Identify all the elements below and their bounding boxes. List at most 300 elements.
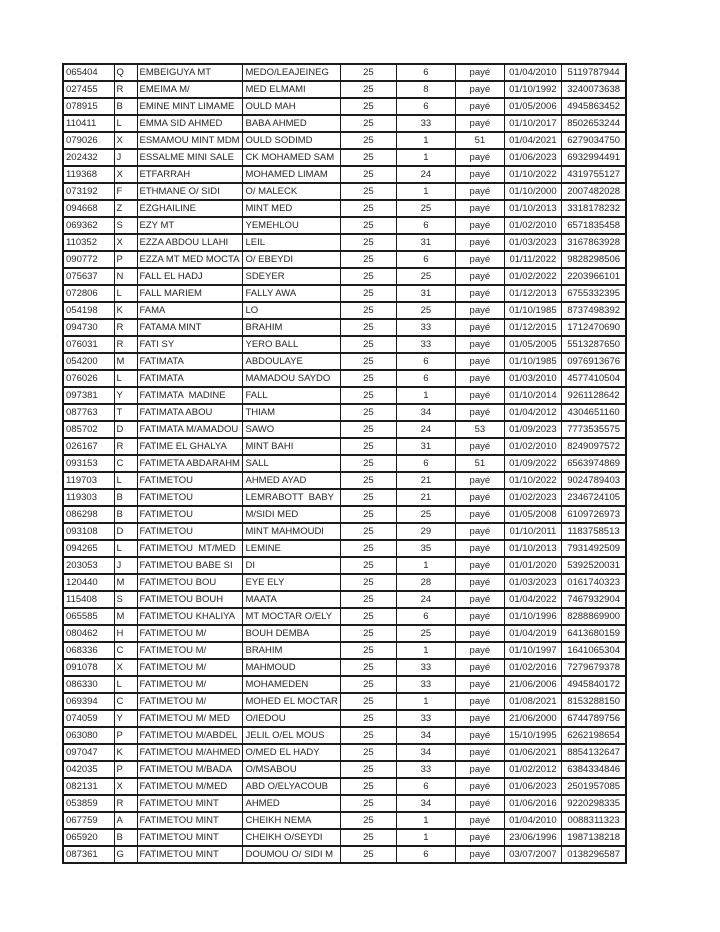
phone-cell: 4319755127 bbox=[561, 166, 626, 183]
date-cell: 01/04/2010 bbox=[504, 812, 561, 829]
name2-cell: AHMED AYAD bbox=[243, 472, 340, 489]
date-cell: 01/10/2022 bbox=[504, 472, 561, 489]
name2-cell: LEMRABOTT BABY bbox=[243, 489, 340, 506]
table-row bbox=[63, 778, 626, 795]
amount-cell: 25 bbox=[340, 387, 396, 404]
count-cell: 34 bbox=[396, 744, 455, 761]
count-cell: 33 bbox=[396, 761, 455, 778]
count-cell: 6 bbox=[396, 370, 455, 387]
status-cell: payé bbox=[455, 489, 504, 506]
code-cell: P bbox=[114, 761, 137, 778]
id-cell: 074059 bbox=[63, 710, 114, 727]
status-cell: payé bbox=[455, 183, 504, 200]
name1-cell: FATIMETOU M/BADA bbox=[137, 761, 243, 778]
count-cell: 33 bbox=[396, 336, 455, 353]
date-cell: 01/10/1996 bbox=[504, 608, 561, 625]
amount-cell: 25 bbox=[340, 251, 396, 268]
count-cell: 29 bbox=[396, 523, 455, 540]
code-cell: F bbox=[114, 183, 137, 200]
count-cell: 25 bbox=[396, 625, 455, 642]
phone-cell: 8737498392 bbox=[561, 302, 626, 319]
code-cell: D bbox=[114, 523, 137, 540]
date-cell: 01/10/1985 bbox=[504, 302, 561, 319]
count-cell: 33 bbox=[396, 676, 455, 693]
code-cell: X bbox=[114, 132, 137, 149]
date-cell: 01/04/2021 bbox=[504, 132, 561, 149]
id-cell: 086298 bbox=[63, 506, 114, 523]
table-row bbox=[63, 676, 626, 693]
table-row bbox=[63, 115, 626, 132]
table-row bbox=[63, 217, 626, 234]
count-cell: 33 bbox=[396, 659, 455, 676]
name1-cell: FATIMETOU M/ bbox=[137, 676, 243, 693]
status-cell: payé bbox=[455, 319, 504, 336]
amount-cell: 25 bbox=[340, 557, 396, 574]
status-cell: payé bbox=[455, 285, 504, 302]
amount-cell: 25 bbox=[340, 676, 396, 693]
name1-cell: FATIMETOU bbox=[137, 506, 243, 523]
phone-cell: 5513287650 bbox=[561, 336, 626, 353]
code-cell: B bbox=[114, 98, 137, 115]
count-cell: 21 bbox=[396, 472, 455, 489]
date-cell: 01/10/2000 bbox=[504, 183, 561, 200]
amount-cell: 25 bbox=[340, 778, 396, 795]
count-cell: 6 bbox=[396, 353, 455, 370]
id-cell: 087361 bbox=[63, 846, 114, 863]
table-row bbox=[63, 64, 626, 81]
id-cell: 110352 bbox=[63, 234, 114, 251]
name2-cell: LO bbox=[243, 302, 340, 319]
id-cell: 203053 bbox=[63, 557, 114, 574]
phone-cell: 0088311323 bbox=[561, 812, 626, 829]
status-cell: payé bbox=[455, 540, 504, 557]
date-cell: 01/02/2022 bbox=[504, 268, 561, 285]
date-cell: 01/10/2011 bbox=[504, 523, 561, 540]
status-cell: payé bbox=[455, 234, 504, 251]
phone-cell: 9261128642 bbox=[561, 387, 626, 404]
code-cell: R bbox=[114, 795, 137, 812]
code-cell: M bbox=[114, 608, 137, 625]
count-cell: 6 bbox=[396, 778, 455, 795]
amount-cell: 25 bbox=[340, 795, 396, 812]
name2-cell: SALL bbox=[243, 455, 340, 472]
date-cell: 01/10/2013 bbox=[504, 200, 561, 217]
name1-cell: EMINE MINT LIMAME bbox=[137, 98, 243, 115]
table-row bbox=[63, 336, 626, 353]
table-row bbox=[63, 693, 626, 710]
code-cell: P bbox=[114, 251, 137, 268]
name1-cell: FATIMETOU M/AHMED bbox=[137, 744, 243, 761]
table-row bbox=[63, 744, 626, 761]
name1-cell: FATIMETOU MINT bbox=[137, 846, 243, 863]
status-cell: payé bbox=[455, 693, 504, 710]
id-cell: 075637 bbox=[63, 268, 114, 285]
name2-cell: M/SIDI MED bbox=[243, 506, 340, 523]
phone-cell: 3240073638 bbox=[561, 81, 626, 98]
code-cell: L bbox=[114, 370, 137, 387]
table-row bbox=[63, 234, 626, 251]
date-cell: 21/06/2000 bbox=[504, 710, 561, 727]
phone-cell: 0161740323 bbox=[561, 574, 626, 591]
phone-cell: 6744789756 bbox=[561, 710, 626, 727]
count-cell: 31 bbox=[396, 438, 455, 455]
phone-cell: 7773535575 bbox=[561, 421, 626, 438]
code-cell: X bbox=[114, 659, 137, 676]
date-cell: 01/03/2023 bbox=[504, 574, 561, 591]
phone-cell: 8249097572 bbox=[561, 438, 626, 455]
table-row bbox=[63, 98, 626, 115]
id-cell: 042035 bbox=[63, 761, 114, 778]
name1-cell: FATIMATA bbox=[137, 353, 243, 370]
name1-cell: FATIME EL GHALYA bbox=[137, 438, 243, 455]
id-cell: 094265 bbox=[63, 540, 114, 557]
id-cell: 079026 bbox=[63, 132, 114, 149]
status-cell: payé bbox=[455, 302, 504, 319]
name1-cell: FATIMETOU M/MED bbox=[137, 778, 243, 795]
name1-cell: EMEIMA M/ bbox=[137, 81, 243, 98]
status-cell: payé bbox=[455, 81, 504, 98]
count-cell: 21 bbox=[396, 489, 455, 506]
count-cell: 1 bbox=[396, 642, 455, 659]
table-row bbox=[63, 523, 626, 540]
name1-cell: FATIMETOU BOUH bbox=[137, 591, 243, 608]
code-cell: B bbox=[114, 829, 137, 846]
id-cell: 120440 bbox=[63, 574, 114, 591]
date-cell: 01/05/2005 bbox=[504, 336, 561, 353]
table-row bbox=[63, 591, 626, 608]
name2-cell: MOHAMED LIMAM bbox=[243, 166, 340, 183]
date-cell: 01/02/2010 bbox=[504, 438, 561, 455]
name1-cell: FATIMETOU MINT bbox=[137, 829, 243, 846]
name2-cell: YERO BALL bbox=[243, 336, 340, 353]
count-cell: 1 bbox=[396, 693, 455, 710]
id-cell: 091078 bbox=[63, 659, 114, 676]
phone-cell: 7931492509 bbox=[561, 540, 626, 557]
amount-cell: 25 bbox=[340, 370, 396, 387]
count-cell: 25 bbox=[396, 268, 455, 285]
table-row bbox=[63, 302, 626, 319]
date-cell: 01/11/2022 bbox=[504, 251, 561, 268]
phone-cell: 1987138218 bbox=[561, 829, 626, 846]
phone-cell: 1183758513 bbox=[561, 523, 626, 540]
phone-cell: 2501957085 bbox=[561, 778, 626, 795]
code-cell: J bbox=[114, 557, 137, 574]
name2-cell: OULD MAH bbox=[243, 98, 340, 115]
count-cell: 6 bbox=[396, 98, 455, 115]
code-cell: L bbox=[114, 676, 137, 693]
name1-cell: FATIMETOU MINT bbox=[137, 812, 243, 829]
status-cell: payé bbox=[455, 812, 504, 829]
count-cell: 1 bbox=[396, 183, 455, 200]
date-cell: 01/12/2013 bbox=[504, 285, 561, 302]
name2-cell: EYE ELY bbox=[243, 574, 340, 591]
name2-cell: AHMED bbox=[243, 795, 340, 812]
status-cell: payé bbox=[455, 115, 504, 132]
phone-cell: 4945840172 bbox=[561, 676, 626, 693]
phone-cell: 3318178232 bbox=[561, 200, 626, 217]
table-row bbox=[63, 710, 626, 727]
name2-cell: O/ EBEYDI bbox=[243, 251, 340, 268]
name2-cell: CK MOHAMED SAM bbox=[243, 149, 340, 166]
code-cell: P bbox=[114, 727, 137, 744]
status-cell: payé bbox=[455, 591, 504, 608]
id-cell: 094668 bbox=[63, 200, 114, 217]
status-cell: 51 bbox=[455, 132, 504, 149]
code-cell: B bbox=[114, 489, 137, 506]
name2-cell: CHEIKH O/SEYDI bbox=[243, 829, 340, 846]
name1-cell: FATIMETA ABDARAHM bbox=[137, 455, 243, 472]
name2-cell: YEMEHLOU bbox=[243, 217, 340, 234]
amount-cell: 25 bbox=[340, 710, 396, 727]
table-row bbox=[63, 761, 626, 778]
table-row bbox=[63, 166, 626, 183]
id-cell: 080462 bbox=[63, 625, 114, 642]
id-cell: 078915 bbox=[63, 98, 114, 115]
phone-cell: 7467932904 bbox=[561, 591, 626, 608]
name2-cell: OULD SODIMD bbox=[243, 132, 340, 149]
count-cell: 33 bbox=[396, 319, 455, 336]
status-cell: payé bbox=[455, 761, 504, 778]
count-cell: 1 bbox=[396, 557, 455, 574]
id-cell: 086330 bbox=[63, 676, 114, 693]
status-cell: payé bbox=[455, 710, 504, 727]
id-cell: 119303 bbox=[63, 489, 114, 506]
table-body bbox=[63, 64, 626, 863]
table-row bbox=[63, 557, 626, 574]
name2-cell: LEIL bbox=[243, 234, 340, 251]
amount-cell: 25 bbox=[340, 166, 396, 183]
phone-cell: 4304651160 bbox=[561, 404, 626, 421]
phone-cell: 5392520031 bbox=[561, 557, 626, 574]
status-cell: payé bbox=[455, 217, 504, 234]
code-cell: G bbox=[114, 846, 137, 863]
name2-cell: MEDO/LEAJEINEG bbox=[243, 64, 340, 81]
phone-cell: 9828298506 bbox=[561, 251, 626, 268]
id-cell: 119368 bbox=[63, 166, 114, 183]
name2-cell: DI bbox=[243, 557, 340, 574]
phone-cell: 0138296587 bbox=[561, 846, 626, 863]
name2-cell: MT MOCTAR O/ELY bbox=[243, 608, 340, 625]
name2-cell: LEMINE bbox=[243, 540, 340, 557]
name1-cell: EZZA MT MED MOCTA bbox=[137, 251, 243, 268]
table-row bbox=[63, 829, 626, 846]
status-cell: payé bbox=[455, 727, 504, 744]
amount-cell: 25 bbox=[340, 404, 396, 421]
amount-cell: 25 bbox=[340, 149, 396, 166]
code-cell: L bbox=[114, 472, 137, 489]
date-cell: 01/12/2015 bbox=[504, 319, 561, 336]
table-row bbox=[63, 370, 626, 387]
name2-cell: SDEYER bbox=[243, 268, 340, 285]
date-cell: 03/07/2007 bbox=[504, 846, 561, 863]
phone-cell: 9024789403 bbox=[561, 472, 626, 489]
id-cell: 093153 bbox=[63, 455, 114, 472]
table-row bbox=[63, 438, 626, 455]
name2-cell: ABD O/ELYACOUB bbox=[243, 778, 340, 795]
phone-cell: 6279034750 bbox=[561, 132, 626, 149]
name1-cell: FALL MARIEM bbox=[137, 285, 243, 302]
name2-cell: FALL bbox=[243, 387, 340, 404]
id-cell: 027455 bbox=[63, 81, 114, 98]
phone-cell: 6262198654 bbox=[561, 727, 626, 744]
date-cell: 01/05/2008 bbox=[504, 506, 561, 523]
amount-cell: 25 bbox=[340, 132, 396, 149]
code-cell: S bbox=[114, 217, 137, 234]
amount-cell: 25 bbox=[340, 183, 396, 200]
phone-cell: 0976913676 bbox=[561, 353, 626, 370]
table-row bbox=[63, 608, 626, 625]
name1-cell: FATIMATA bbox=[137, 370, 243, 387]
code-cell: X bbox=[114, 778, 137, 795]
id-cell: 087763 bbox=[63, 404, 114, 421]
date-cell: 01/02/2016 bbox=[504, 659, 561, 676]
status-cell: payé bbox=[455, 438, 504, 455]
amount-cell: 25 bbox=[340, 81, 396, 98]
phone-cell: 4577410504 bbox=[561, 370, 626, 387]
phone-cell: 1641065304 bbox=[561, 642, 626, 659]
name1-cell: FATIMETOU M/ bbox=[137, 693, 243, 710]
name1-cell: EMBEIGUYA MT bbox=[137, 64, 243, 81]
phone-cell: 6563974869 bbox=[561, 455, 626, 472]
status-cell: payé bbox=[455, 353, 504, 370]
name2-cell: O/MSABOU bbox=[243, 761, 340, 778]
code-cell: A bbox=[114, 812, 137, 829]
name2-cell: MOHED EL MOCTAR bbox=[243, 693, 340, 710]
code-cell: R bbox=[114, 336, 137, 353]
amount-cell: 25 bbox=[340, 421, 396, 438]
date-cell: 01/10/2014 bbox=[504, 387, 561, 404]
table-row bbox=[63, 846, 626, 863]
count-cell: 1 bbox=[396, 829, 455, 846]
date-cell: 01/02/2023 bbox=[504, 489, 561, 506]
status-cell: payé bbox=[455, 336, 504, 353]
status-cell: 51 bbox=[455, 455, 504, 472]
amount-cell: 25 bbox=[340, 98, 396, 115]
status-cell: payé bbox=[455, 625, 504, 642]
status-cell: payé bbox=[455, 387, 504, 404]
table-row bbox=[63, 625, 626, 642]
status-cell: payé bbox=[455, 166, 504, 183]
amount-cell: 25 bbox=[340, 285, 396, 302]
status-cell: payé bbox=[455, 98, 504, 115]
count-cell: 6 bbox=[396, 846, 455, 863]
amount-cell: 25 bbox=[340, 625, 396, 642]
id-cell: 085702 bbox=[63, 421, 114, 438]
date-cell: 01/09/2023 bbox=[504, 421, 561, 438]
count-cell: 28 bbox=[396, 574, 455, 591]
code-cell: K bbox=[114, 744, 137, 761]
table-row bbox=[63, 404, 626, 421]
status-cell: payé bbox=[455, 574, 504, 591]
status-cell: payé bbox=[455, 268, 504, 285]
code-cell: D bbox=[114, 421, 137, 438]
code-cell: N bbox=[114, 268, 137, 285]
status-cell: payé bbox=[455, 795, 504, 812]
code-cell: X bbox=[114, 166, 137, 183]
count-cell: 34 bbox=[396, 795, 455, 812]
date-cell: 21/06/2006 bbox=[504, 676, 561, 693]
count-cell: 34 bbox=[396, 727, 455, 744]
name1-cell: FATIMETOU bbox=[137, 472, 243, 489]
date-cell: 01/04/2010 bbox=[504, 64, 561, 81]
count-cell: 33 bbox=[396, 115, 455, 132]
status-cell: payé bbox=[455, 472, 504, 489]
amount-cell: 25 bbox=[340, 540, 396, 557]
id-cell: 076031 bbox=[63, 336, 114, 353]
status-cell: payé bbox=[455, 370, 504, 387]
name1-cell: FATAMA MINT bbox=[137, 319, 243, 336]
id-cell: 110411 bbox=[63, 115, 114, 132]
name1-cell: FATIMETOU MT/MED bbox=[137, 540, 243, 557]
count-cell: 6 bbox=[396, 217, 455, 234]
code-cell: R bbox=[114, 319, 137, 336]
name1-cell: FATIMETOU M/ bbox=[137, 642, 243, 659]
name2-cell: BRAHIM bbox=[243, 319, 340, 336]
status-cell: payé bbox=[455, 642, 504, 659]
status-cell: payé bbox=[455, 523, 504, 540]
amount-cell: 25 bbox=[340, 659, 396, 676]
amount-cell: 25 bbox=[340, 302, 396, 319]
amount-cell: 25 bbox=[340, 506, 396, 523]
id-cell: 053859 bbox=[63, 795, 114, 812]
name2-cell: CHEIKH NEMA bbox=[243, 812, 340, 829]
count-cell: 24 bbox=[396, 166, 455, 183]
id-cell: 119703 bbox=[63, 472, 114, 489]
table-row bbox=[63, 795, 626, 812]
table-row bbox=[63, 472, 626, 489]
status-cell: payé bbox=[455, 404, 504, 421]
code-cell: L bbox=[114, 115, 137, 132]
status-cell: payé bbox=[455, 608, 504, 625]
amount-cell: 25 bbox=[340, 438, 396, 455]
date-cell: 01/06/2016 bbox=[504, 795, 561, 812]
payroll-table bbox=[62, 63, 627, 864]
phone-cell: 3167863928 bbox=[561, 234, 626, 251]
amount-cell: 25 bbox=[340, 64, 396, 81]
phone-cell: 8854132647 bbox=[561, 744, 626, 761]
name1-cell: FATIMETOU bbox=[137, 523, 243, 540]
phone-cell: 6932994491 bbox=[561, 149, 626, 166]
table-row bbox=[63, 268, 626, 285]
name1-cell: ETFARRAH bbox=[137, 166, 243, 183]
name2-cell: MINT BAHI bbox=[243, 438, 340, 455]
id-cell: 115408 bbox=[63, 591, 114, 608]
status-cell: 53 bbox=[455, 421, 504, 438]
count-cell: 1 bbox=[396, 387, 455, 404]
date-cell: 01/08/2021 bbox=[504, 693, 561, 710]
name1-cell: FATIMATA MADINE bbox=[137, 387, 243, 404]
status-cell: payé bbox=[455, 251, 504, 268]
amount-cell: 25 bbox=[340, 829, 396, 846]
name2-cell: O/MED EL HADY bbox=[243, 744, 340, 761]
id-cell: 065585 bbox=[63, 608, 114, 625]
phone-cell: 5119787944 bbox=[561, 64, 626, 81]
phone-cell: 7279679378 bbox=[561, 659, 626, 676]
count-cell: 33 bbox=[396, 710, 455, 727]
phone-cell: 8153288150 bbox=[561, 693, 626, 710]
id-cell: 076026 bbox=[63, 370, 114, 387]
amount-cell: 25 bbox=[340, 608, 396, 625]
amount-cell: 25 bbox=[340, 217, 396, 234]
id-cell: 065920 bbox=[63, 829, 114, 846]
name1-cell: FATI SY bbox=[137, 336, 243, 353]
status-cell: payé bbox=[455, 506, 504, 523]
name1-cell: EZY MT bbox=[137, 217, 243, 234]
status-cell: payé bbox=[455, 557, 504, 574]
id-cell: 065404 bbox=[63, 64, 114, 81]
table-row bbox=[63, 132, 626, 149]
id-cell: 069394 bbox=[63, 693, 114, 710]
